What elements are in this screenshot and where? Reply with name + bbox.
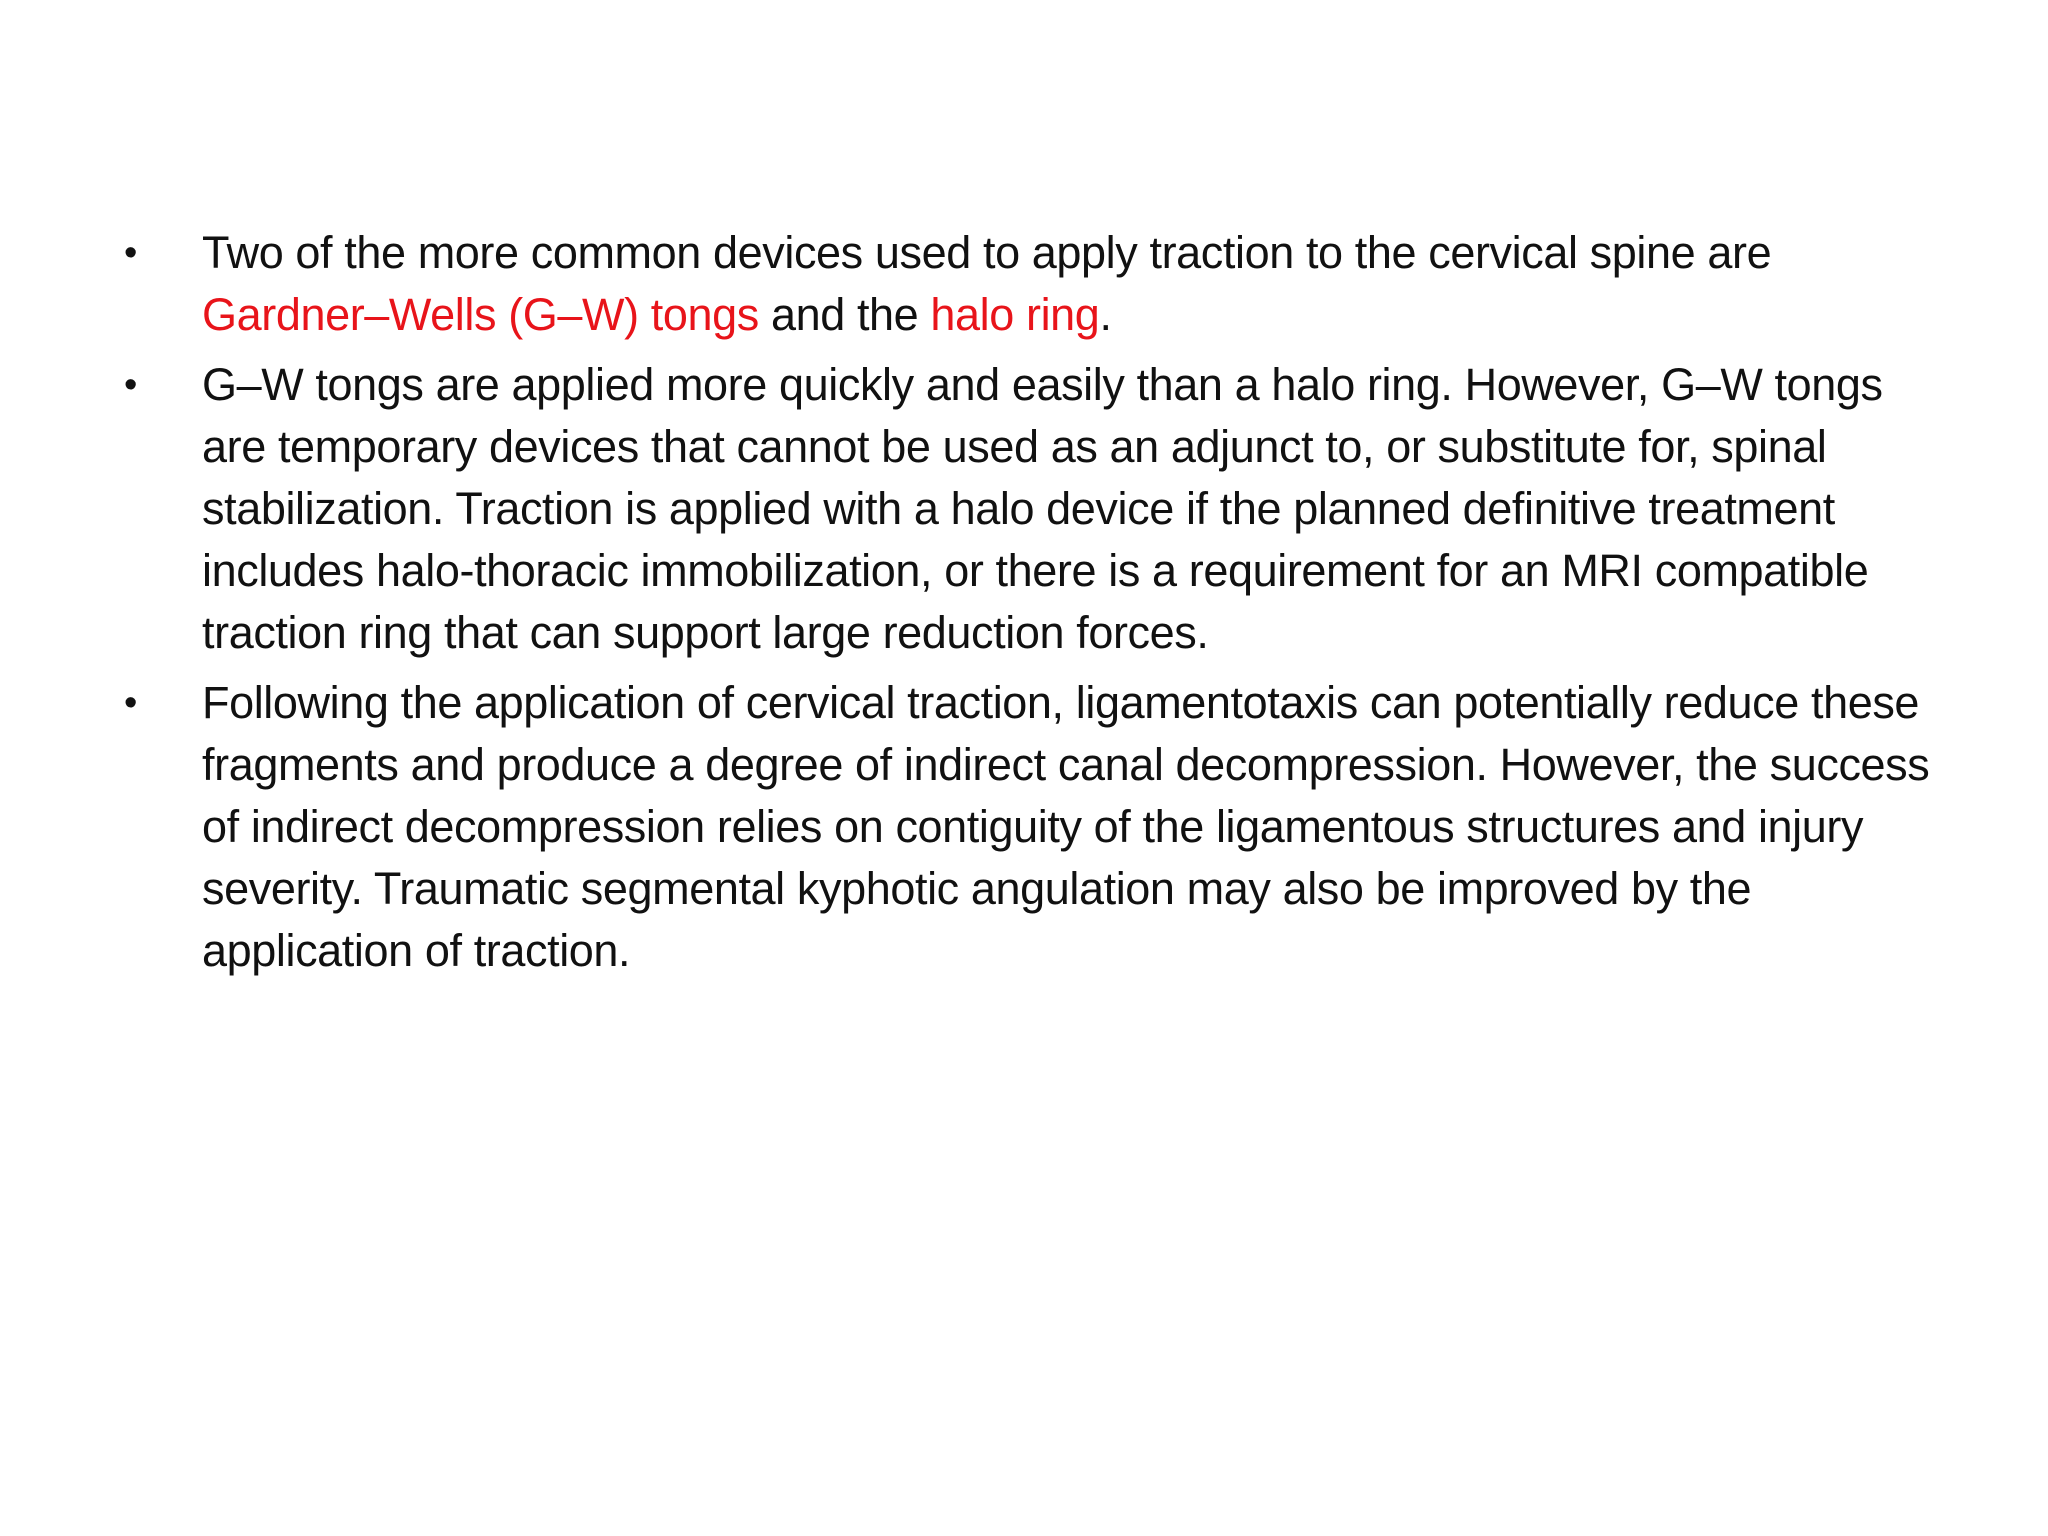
bullet-item-ligamentotaxis	[120, 672, 1950, 982]
highlight-halo-ring: halo ring	[930, 289, 1100, 340]
bullet-text: G–W tongs are applied more quickly and easily than a halo ring. However, G–W tongs are temporary devices that cannot be used as an adjunct to, or substitute for, spinal stabilization. Traction is applied with a halo device if the planned definitive treatment includes halo-thoracic immobilization, or there is a requirement for an MRI compatible traction ring that can support large reduction forces.	[202, 359, 1883, 658]
highlight-gardner-wells-tongs: Gardner–Wells (G–W) tongs	[202, 289, 759, 340]
bullet-text: .	[1099, 289, 1112, 340]
bullet-item-gw-tongs	[120, 354, 1950, 664]
bullet-marker: •	[124, 682, 137, 724]
bullet-item-devices	[120, 222, 1950, 346]
bullet-text: Two of the more common devices used to apply traction to the cervical spine are	[202, 227, 1772, 278]
bullet-list	[120, 222, 1950, 990]
bullet-marker: •	[124, 364, 137, 406]
bullet-marker: •	[124, 232, 137, 274]
bullet-text: Following the application of cervical traction, ligamentotaxis can potentially reduce these fragments and produce a degree of indirect canal decompression. However, the success of indirect decompression relies on contiguity of the ligamentous structures and injury severity. Traumatic segmental kyphotic angulation may also be improved by the application of traction.	[202, 677, 1930, 976]
bullet-text: and the	[758, 289, 931, 340]
